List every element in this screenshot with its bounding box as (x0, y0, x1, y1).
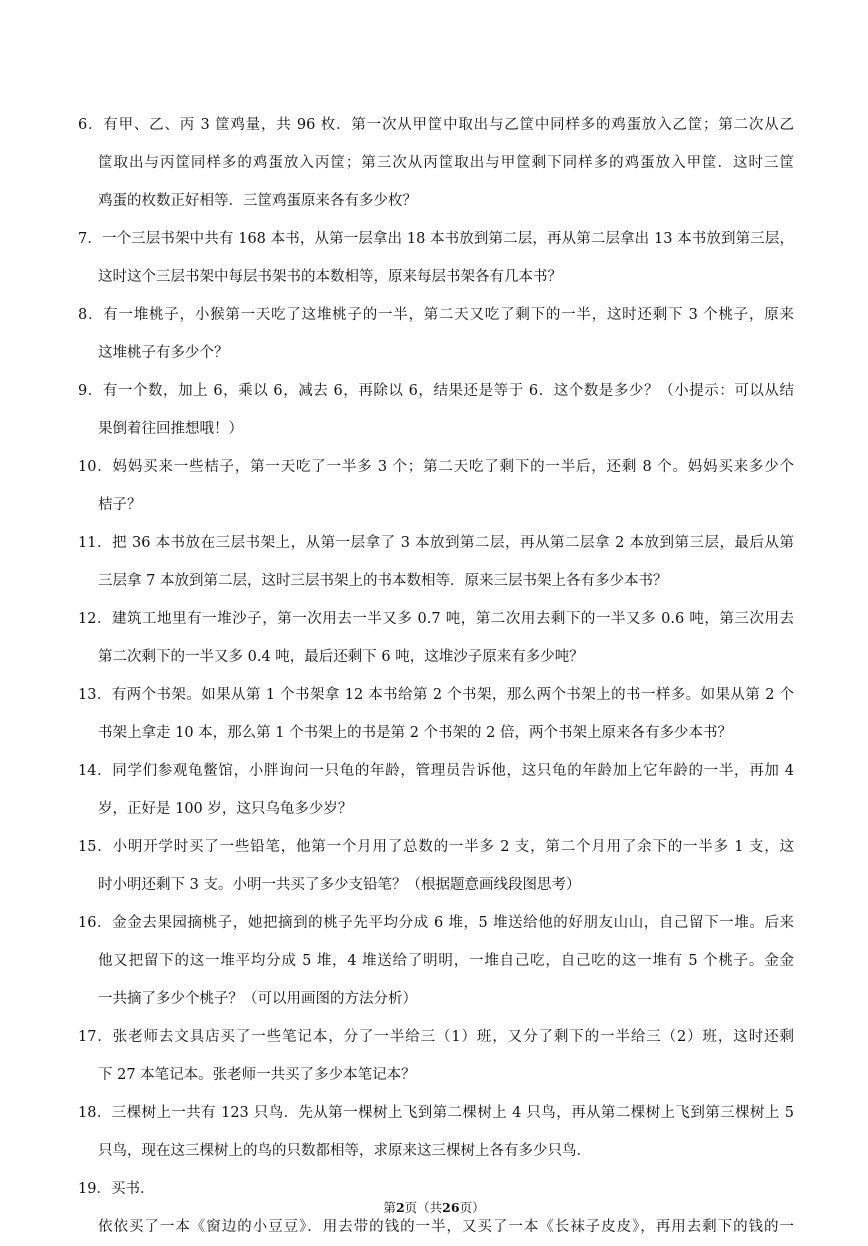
question-item (78, 676, 794, 752)
total-page-number: 26 (442, 1200, 460, 1215)
question-text-line: 9．有一个数，加上 6，乘以 6，减去 6，再除以 6，结果还是等于 6．这个数是多少？（小提示：可以从结 (78, 383, 794, 399)
question-text-line: 6．有甲、乙、丙 3 筐鸡量，共 96 枚．第一次从甲筐中取出与乙筐中同样多的鸡蛋放入乙筐；第二次从乙 (78, 117, 794, 133)
question-text-line: 这堆桃子有多少个？ (98, 345, 229, 361)
question-item (78, 600, 794, 676)
question-item (78, 372, 794, 448)
footer-mid: 页（共 (404, 1200, 443, 1215)
question-text-line: 16．金金去果园摘桃子，她把摘到的桃子先平均分成 6 堆，5 堆送给他的好朋友山山，自己留下一堆。后来 (78, 915, 794, 931)
footer-suffix: 页） (459, 1200, 485, 1215)
question-item (78, 220, 794, 296)
question-text-line: 17．张老师去文具店买了一些笔记本，分了一半给三（1）班，又分了剩下的一半给三（2）班，这时还剩 (78, 1029, 794, 1045)
question-text-line: 果倒着往回推想哦！） (98, 421, 243, 437)
footer-prefix: 第 (383, 1200, 396, 1215)
page-footer (0, 1198, 868, 1216)
question-list (78, 106, 794, 1246)
question-item (78, 1018, 794, 1094)
question-text-line: 他又把留下的这一堆平均分成 5 堆，4 堆送给了明明，一堆自己吃，自己吃的这一堆有 5 个桃子。金金 (98, 953, 794, 969)
question-item (78, 524, 794, 600)
question-text-line: 下 27 本笔记本。张老师一共买了多少本笔记本？ (98, 1067, 416, 1083)
question-item (78, 904, 794, 1018)
question-text-line: 19．买书． (78, 1181, 155, 1197)
question-text-line: 8．有一堆桃子，小猴第一天吃了这堆桃子的一半，第二天又吃了剩下的一半，这时还剩下 3 个桃子，原来 (78, 307, 794, 323)
question-text-line: 岁，正好是 100 岁，这只乌龟多少岁？ (98, 801, 353, 817)
question-item (78, 106, 794, 220)
question-text-line: 13．有两个书架。如果从第 1 个书架拿 12 本书给第 2 个书架，那么两个书架上的书一样多。如果从第 2 个 (78, 687, 794, 703)
question-text-line: 鸡蛋的枚数正好相等．三筐鸡蛋原来各有多少枚？ (98, 193, 417, 209)
question-item (78, 752, 794, 828)
question-item (78, 828, 794, 904)
question-text-line: 第二次剩下的一半又多 0.4 吨，最后还剩下 6 吨，这堆沙子原来有多少吨？ (98, 649, 584, 665)
question-text-line: 三层拿 7 本放到第二层，这时三层书架上的书本数相等．原来三层书架上各有多少本书？ (98, 573, 668, 589)
question-item (78, 448, 794, 524)
question-text-line: 书架上拿走 10 本，那么第 1 个书架上的书是第 2 个书架的 2 倍，两个书架上原来各有多少本书？ (98, 725, 732, 741)
question-text-line: 15．小明开学时买了一些铅笔，他第一个月用了总数的一半多 2 支，第二个月用了余下的一半多 1 支，这 (78, 839, 794, 855)
question-text-line: 18．三棵树上一共有 123 只鸟．先从第一棵树上飞到第二棵树上 4 只鸟，再从第二棵树上飞到第三棵树上 5 (78, 1105, 794, 1121)
question-text-line: 这时这个三层书架中每层书架书的本数相等，原来每层书架各有几本书？ (98, 269, 562, 285)
question-text-line: 12．建筑工地里有一堆沙子，第一次用去一半又多 0.7 吨，第二次用去剩下的一半又多 0.6 吨，第三次用去 (78, 611, 794, 627)
question-item (78, 296, 794, 372)
question-text-line: 桔子？ (98, 497, 142, 513)
question-text-line: 一共摘了多少个桃子？（可以用画图的方法分析） (98, 991, 417, 1007)
question-text-line: 14．同学们参观龟鳖馆，小胖询问一只龟的年龄，管理员告诉他，这只龟的年龄加上它年龄的一半，再加 4 (78, 763, 794, 779)
question-text-line: 筐取出与丙筐同样多的鸡蛋放入丙筐；第三次从丙筐取出与甲筐剩下同样多的鸡蛋放入甲筐．这时三筐 (98, 155, 794, 171)
question-text-line: 7．一个三层书架中共有 168 本书，从第一层拿出 18 本书放到第二层，再从第二层拿出 13 本书放到第三层， (78, 231, 794, 247)
question-text-line: 10．妈妈买来一些桔子，第一天吃了一半多 3 个；第二天吃了剩下的一半后，还剩 8 个。妈妈买来多少个 (78, 459, 794, 475)
question-item (78, 1094, 794, 1170)
question-text-line: 只鸟，现在这三棵树上的鸟的只数都相等，求原来这三棵树上各有多少只鸟． (98, 1143, 591, 1159)
question-text-line: 依依买了一本《窗边的小豆豆》．用去带的钱的一半，又买了一本《长袜子皮皮》，再用去剩下的钱的一 (98, 1219, 794, 1235)
question-text-line: 时小明还剩下 3 支。小明一共买了多少支铅笔？（根据题意画线段图思考） (98, 877, 581, 893)
current-page-number: 2 (395, 1200, 405, 1215)
question-text-line: 11．把 36 本书放在三层书架上，从第一层拿了 3 本放到第二层，再从第二层拿 2 本放到第三层，最后从第 (78, 535, 794, 551)
